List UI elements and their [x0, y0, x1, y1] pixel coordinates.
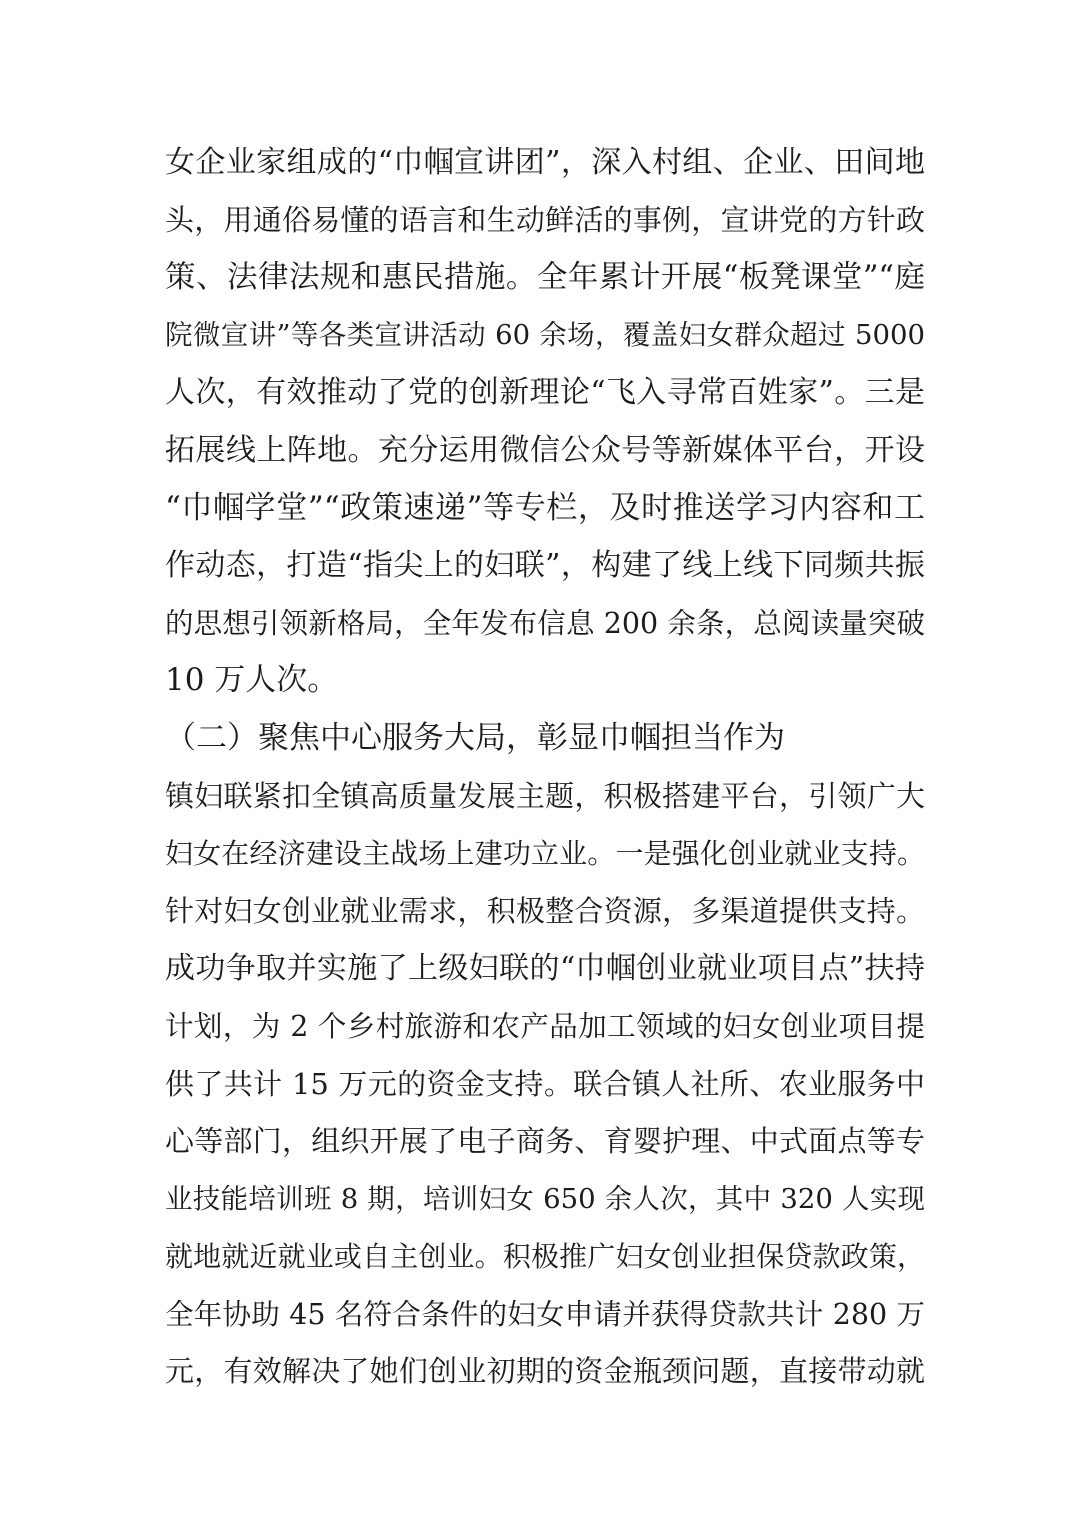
- paragraph-line: 策、法律法规和惠民措施。全年累计开展“板凳课堂”“庭: [165, 260, 925, 296]
- paragraph-line: 妇女在经济建设主战场上建功立业。一是强化创业就业支持。: [165, 837, 925, 871]
- paragraph-line: 业技能培训班 8 期，培训妇女 650 余人次，其中 320 人实现: [165, 1182, 925, 1215]
- paragraph-line: 针对妇女创业就业需求，积极整合资源，多渠道提供支持。: [165, 893, 925, 928]
- paragraph-line: 作动态，打造“指尖上的妇联”，构建了线上线下同频共振: [165, 548, 925, 584]
- paragraph-line: 就地就近就业或自主创业。积极推广妇女创业担保贷款政策，: [165, 1240, 925, 1274]
- paragraph-line: 计划，为 2 个乡村旅游和农产品加工领域的妇女创业项目提: [165, 1009, 925, 1043]
- paragraph-line: 成功争取并实施了上级妇联的“巾帼创业就业项目点”扶持: [165, 951, 925, 987]
- paragraph-line: 拓展线上阵地。充分运用微信公众号等新媒体平台，开设: [165, 432, 925, 468]
- paragraph-line: 女企业家组成的“巾帼宣讲团”，深入村组、企业、田间地: [165, 145, 925, 180]
- paragraph-line: 的思想引领新格局，全年发布信息 200 余条，总阅读量突破: [165, 606, 925, 640]
- paragraph-line: “巾帼学堂”“政策速递”等专栏，及时推送学习内容和工: [165, 489, 925, 526]
- paragraph-line: 头，用通俗易懂的语言和生动鲜活的事例，宣讲党的方针政: [165, 202, 925, 237]
- paragraph-line: 供了共计 15 万元的资金支持。联合镇人社所、农业服务中: [165, 1066, 925, 1101]
- paragraph-line: 全年协助 45 名符合条件的妇女申请并获得贷款共计 280 万: [165, 1297, 925, 1331]
- paragraph-line: 心等部门，组织开展了电子商务、育婴护理、中式面点等专: [165, 1124, 925, 1159]
- body-text: [165, 134, 925, 1401]
- paragraph-line: 镇妇联紧扣全镇高质量发展主题，积极搭建平台，引领广大: [165, 778, 925, 813]
- paragraph-line: 元，有效解决了她们创业初期的资金瓶颈问题，直接带动就: [165, 1354, 925, 1389]
- paragraph-line: 院微宣讲”等各类宣讲活动 60 余场，覆盖妇女群众超过 5000: [165, 318, 925, 351]
- section-heading: （二）聚焦中心服务大局，彰显巾帼担当作为: [165, 719, 785, 756]
- paragraph-line: 10 万人次。: [165, 662, 339, 699]
- paragraph-line: 人次，有效推动了党的创新理论“飞入寻常百姓家”。三是: [165, 375, 925, 411]
